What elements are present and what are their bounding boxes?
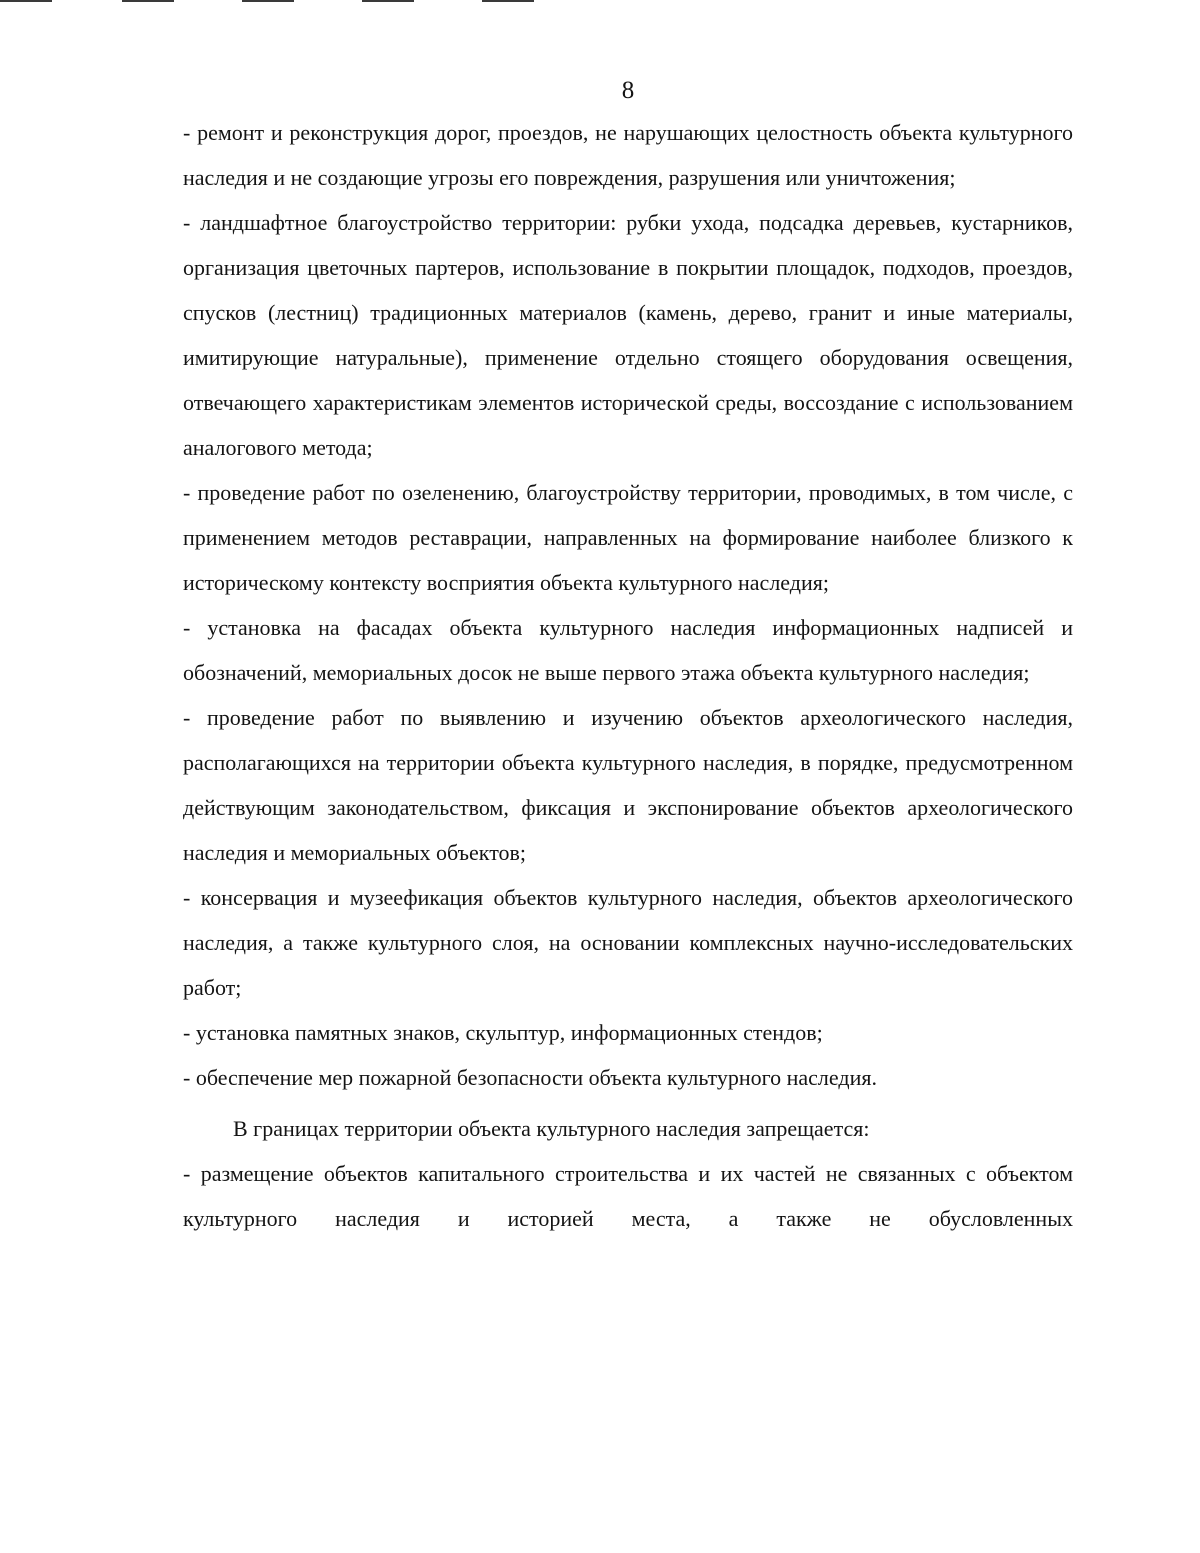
list-item-fire-safety: - обеспечение мер пожарной безопасности объекта культурного наследия. xyxy=(183,1065,877,1090)
list-item-construction: - размещение объектов капитального строительства и их частей не связанных с объектом культурного наследия и историей места, а также не обусловленных xyxy=(183,1161,1073,1231)
scan-mark xyxy=(0,0,52,2)
scan-mark xyxy=(362,0,414,2)
scan-mark xyxy=(482,0,534,2)
scan-mark xyxy=(242,0,294,2)
list-item-greening: - проведение работ по озеленению, благоустройству территории, проводимых, в том числе, с применением методов реставрации, направленных на формирование наиболее близкого к историческому контексту восприятия объекта культурного наследия; xyxy=(183,480,1073,595)
list-item-landscaping: - ландшафтное благоустройство территории: рубки ухода, подсадка деревьев, кустарников, организация цветочных партеров, использование в покрытии площадок, подходов, проездов, спусков (лестниц) традиционных материалов (камень, дерево, гранит и иные материалы, имитирующие натуральные), применение отдельно стоящего оборудования освещения, отвечающего характеристикам элементов исторической среды, воссоздание с использованием аналогового метода; xyxy=(183,210,1073,460)
list-item-facade-signs: - установка на фасадах объекта культурного наследия информационных надписей и обозначений, мемориальных досок не выше первого этажа объекта культурного наследия; xyxy=(183,615,1073,685)
list-item-roads: - ремонт и реконструкция дорог, проездов, не нарушающих целостность объекта культурного наследия и не создающие угрозы его повреждения, разрушения или уничтожения; xyxy=(183,120,1073,190)
list-item-conservation: - консервация и музеефикация объектов культурного наследия, объектов археологического наследия, а также культурного слоя, на основании комплексных научно-исследовательских работ; xyxy=(183,885,1073,1000)
document-body xyxy=(183,110,1073,1241)
page-number: 8 xyxy=(621,77,635,104)
list-item-memorials: - установка памятных знаков, скульптур, информационных стендов; xyxy=(183,1020,823,1045)
scan-edge-marks xyxy=(0,0,1200,4)
list-item-archaeology: - проведение работ по выявлению и изучению объектов археологического наследия, располагающихся на территории объекта культурного наследия, в порядке, предусмотренном действующим законодательством, фиксация и экспонирование объектов археологического наследия и мемориальных объектов; xyxy=(183,705,1073,865)
scan-mark xyxy=(122,0,174,2)
section-heading-prohibited: В границах территории объекта культурного наследия запрещается: xyxy=(233,1116,870,1141)
